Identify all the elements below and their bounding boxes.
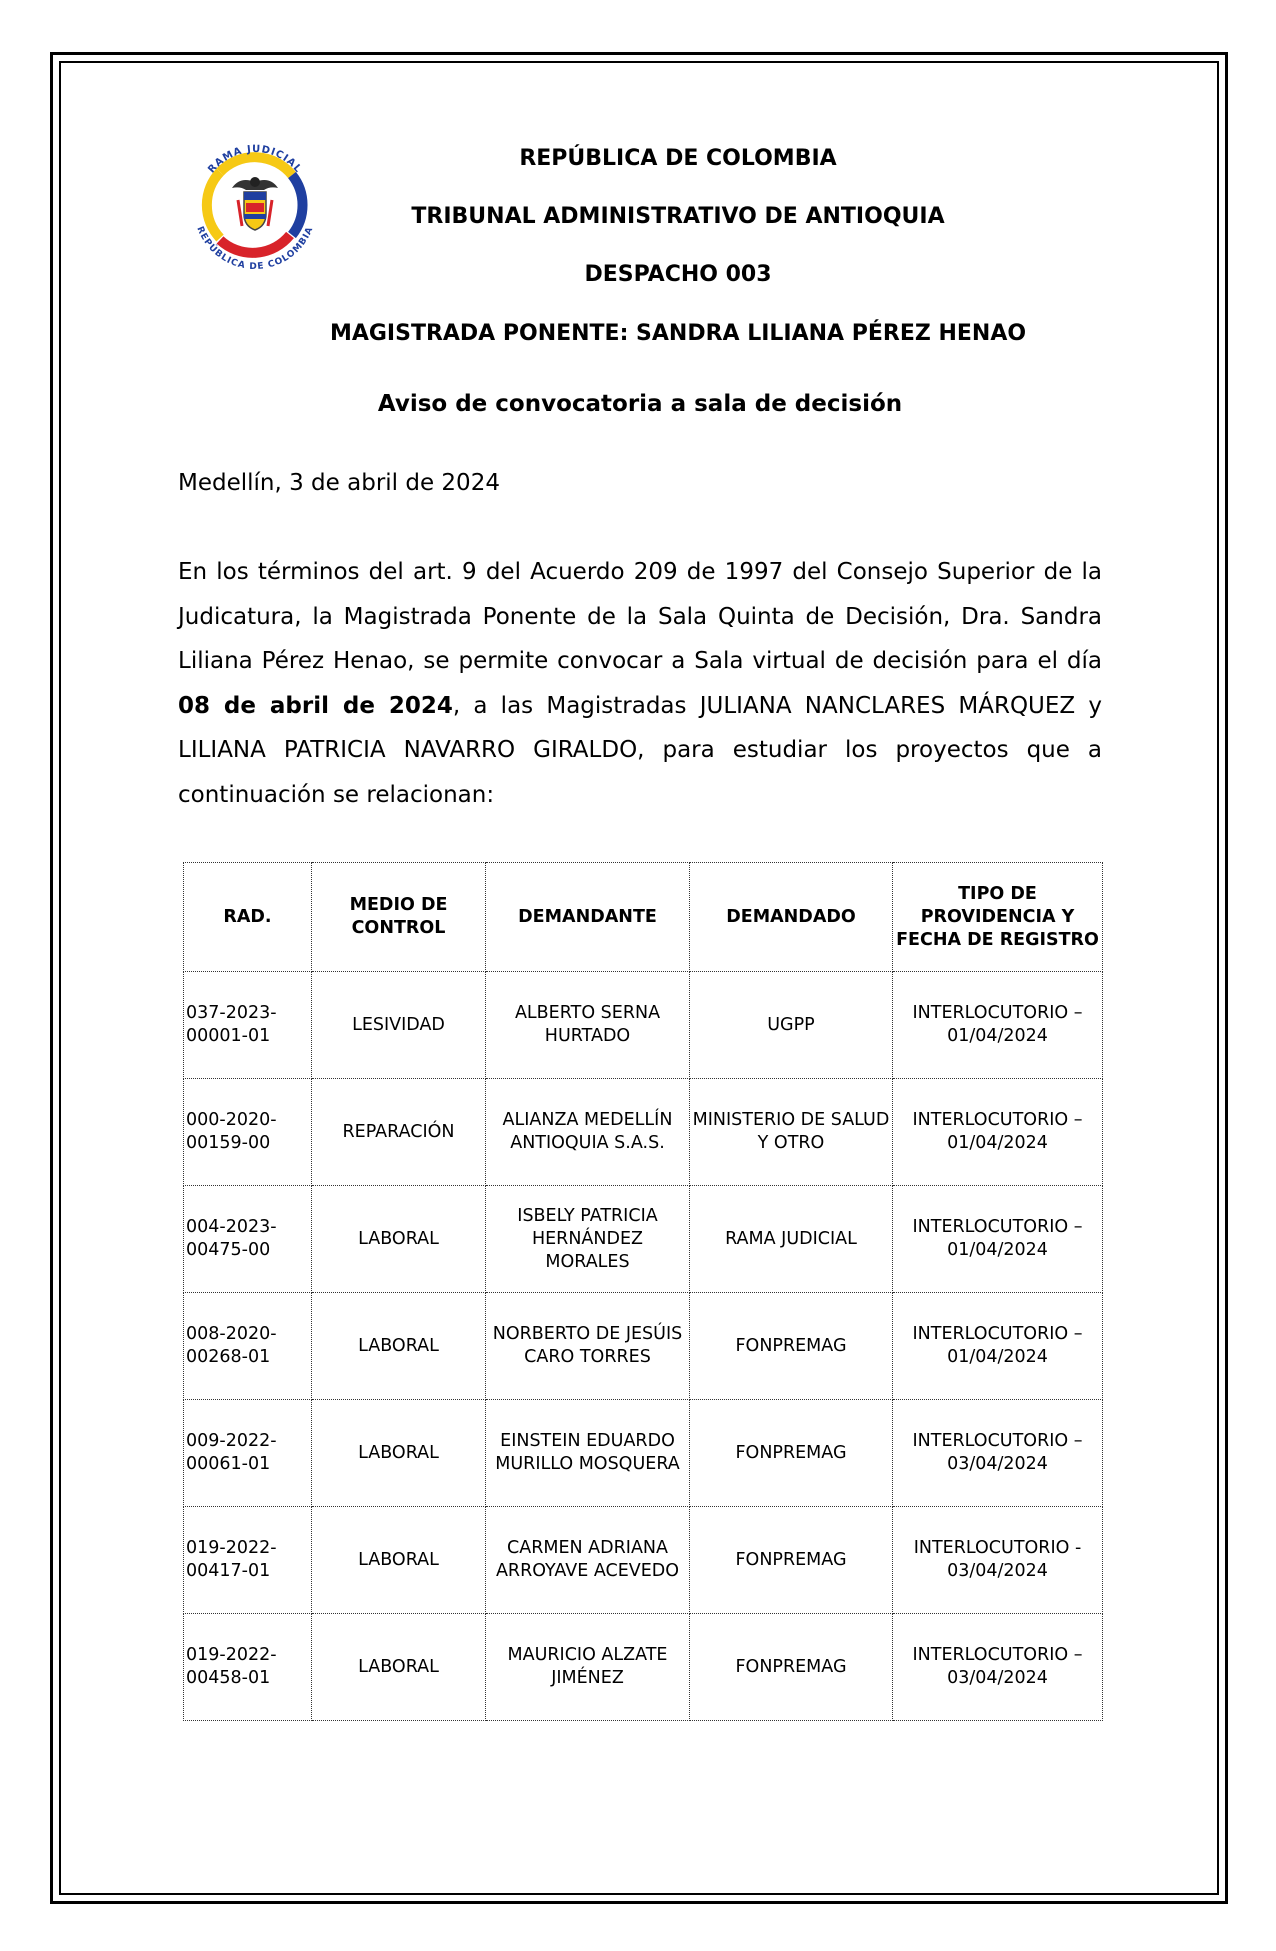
- cell-demandante: NORBERTO DE JESÚIS CARO TORRES: [486, 1293, 690, 1400]
- document-subject: Aviso de convocatoria a sala de decisión: [377, 391, 903, 417]
- cell-providencia: INTERLOCUTORIO – 01/04/2024: [893, 1186, 1103, 1293]
- cell-providencia: INTERLOCUTORIO – 03/04/2024: [893, 1614, 1103, 1721]
- cell-providencia: INTERLOCUTORIO – 01/04/2024: [893, 1079, 1103, 1186]
- cell-demandado: UGPP: [690, 972, 893, 1079]
- cell-demandado: MINISTERIO DE SALUD Y OTRO: [690, 1079, 893, 1186]
- cell-providencia: INTERLOCUTORIO – 01/04/2024: [893, 972, 1103, 1079]
- cell-demandante: CARMEN ADRIANA ARROYAVE ACEVEDO: [486, 1507, 690, 1614]
- cell-providencia: INTERLOCUTORIO – 03/04/2024: [893, 1400, 1103, 1507]
- projects-table: [183, 862, 1103, 1721]
- meeting-date: 08 de abril de 2024: [178, 692, 453, 719]
- cell-providencia: INTERLOCUTORIO – 01/04/2024: [893, 1293, 1103, 1400]
- cell-demandado: FONPREMAG: [690, 1293, 893, 1400]
- cell-demandado: FONPREMAG: [690, 1507, 893, 1614]
- cell-demandante: ISBELY PATRICIA HERNÁNDEZ MORALES: [486, 1186, 690, 1293]
- table-row: [184, 1079, 1103, 1186]
- header-country: REPÚBLICA DE COLOMBIA: [519, 146, 837, 171]
- table-row: [184, 1293, 1103, 1400]
- cell-rad: 019-2022-00458-01: [184, 1614, 312, 1721]
- cell-demandado: FONPREMAG: [690, 1400, 893, 1507]
- cell-medio: LABORAL: [312, 1507, 486, 1614]
- table-row: [184, 1400, 1103, 1507]
- cell-medio: LESIVIDAD: [312, 972, 486, 1079]
- date-line: Medellín, 3 de abril de 2024: [178, 470, 500, 496]
- table-header-row: [184, 863, 1103, 972]
- paragraph-text-2: , a las Magistradas JULIANA NANCLARES MÁRQUEZ y LILIANA PATRICIA NAVARRO GIRALDO, para estudiar los proyectos que a continuación se relacionan:: [178, 692, 1102, 808]
- header-magistrada: MAGISTRADA PONENTE: SANDRA LILIANA PÉREZ HENAO: [329, 321, 1027, 346]
- cell-rad: 037-2023-00001-01: [184, 972, 312, 1079]
- table-row: [184, 972, 1103, 1079]
- cell-demandante: MAURICIO ALZATE JIMÉNEZ: [486, 1614, 690, 1721]
- svg-text:REPÚBLICA DE COLOMBIA: REPÚBLICA DE COLOMBIA: [194, 225, 316, 273]
- cell-medio: LABORAL: [312, 1400, 486, 1507]
- table-row: [184, 1614, 1103, 1721]
- paragraph-text-1: En los términos del art. 9 del Acuerdo 209 de 1997 del Consejo Superior de la Judicatura, la Magistrada Ponente de la Sala Quinta de Decisión, Dra. Sandra Liliana Pérez Henao, se permite convocar a Sala virtual de decisión para el día: [178, 559, 1102, 674]
- cell-rad: 000-2020-00159-00: [184, 1079, 312, 1186]
- header-medio-de-control: MEDIO DE CONTROL: [312, 863, 486, 972]
- cell-providencia: INTERLOCUTORIO - 03/04/2024: [893, 1507, 1103, 1614]
- cell-medio: LABORAL: [312, 1293, 486, 1400]
- cell-demandado: RAMA JUDICIAL: [690, 1186, 893, 1293]
- header-tipo-providencia: TIPO DE PROVIDENCIA Y FECHA DE REGISTRO: [893, 863, 1103, 972]
- header-despacho: DESPACHO 003: [584, 262, 772, 287]
- cell-rad: 009-2022-00061-01: [184, 1400, 312, 1507]
- cell-medio: REPARACIÓN: [312, 1079, 486, 1186]
- header-demandante: DEMANDANTE: [486, 863, 690, 972]
- table-row: [184, 1507, 1103, 1614]
- cell-demandante: ALBERTO SERNA HURTADO: [486, 972, 690, 1079]
- cell-rad: 019-2022-00417-01: [184, 1507, 312, 1614]
- cell-demandante: ALIANZA MEDELLÍN ANTIOQUIA S.A.S.: [486, 1079, 690, 1186]
- table-row: [184, 1186, 1103, 1293]
- cell-rad: 008-2020-00268-01: [184, 1293, 312, 1400]
- svg-text:RAMA JUDICIAL: RAMA JUDICIAL: [206, 143, 304, 176]
- header-demandado: DEMANDADO: [690, 863, 893, 972]
- header-rad: RAD.: [184, 863, 312, 972]
- cell-medio: LABORAL: [312, 1614, 486, 1721]
- header-tribunal: TRIBUNAL ADMINISTRATIVO DE ANTIOQUIA: [411, 204, 945, 229]
- convocation-paragraph: [178, 550, 1102, 817]
- cell-demandante: EINSTEIN EDUARDO MURILLO MOSQUERA: [486, 1400, 690, 1507]
- cell-demandado: FONPREMAG: [690, 1614, 893, 1721]
- cell-rad: 004-2023-00475-00: [184, 1186, 312, 1293]
- cell-medio: LABORAL: [312, 1186, 486, 1293]
